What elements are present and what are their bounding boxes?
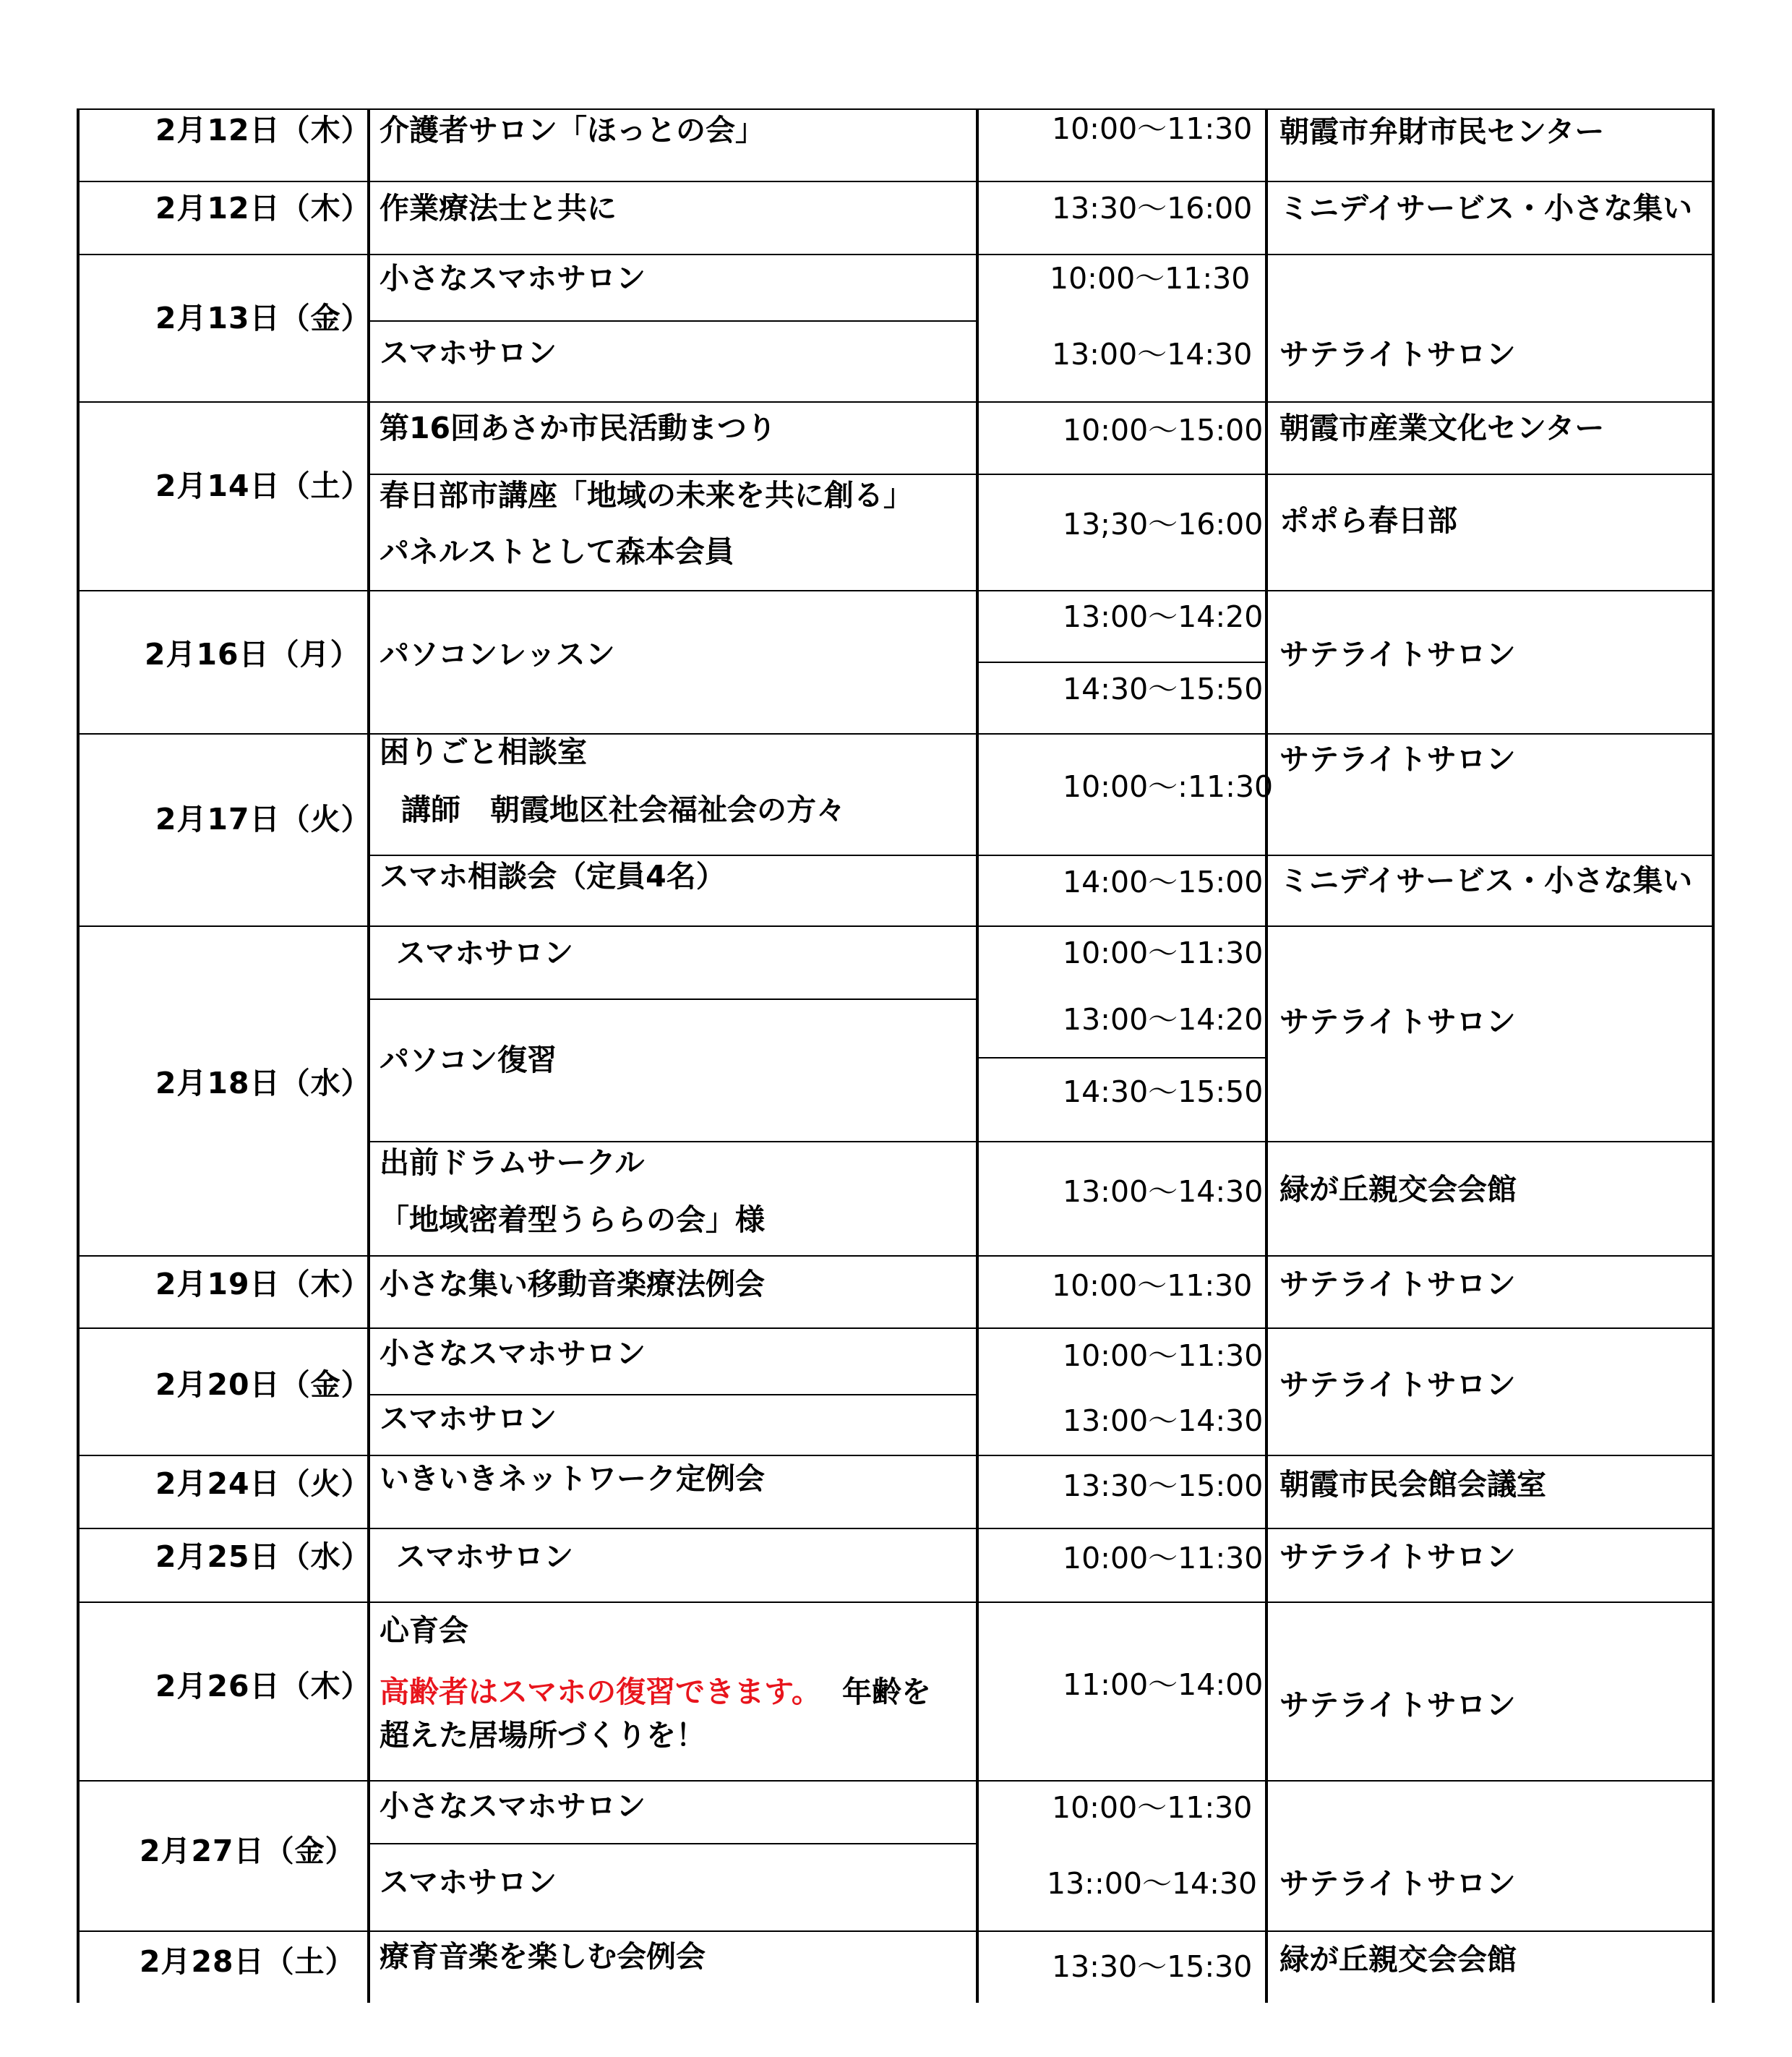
event-cell: 小さなスマホサロン	[380, 1336, 646, 1371]
place-cell: サテライトサロン	[1279, 1004, 1516, 1039]
time-cell: 13:00〜14:30	[1063, 1174, 1264, 1209]
row-rule	[77, 590, 1715, 591]
event-cell: 超えた居場所づくりを！	[380, 1718, 706, 1753]
place-cell: サテライトサロン	[1279, 742, 1516, 777]
time-cell: 13:00〜14:30	[1063, 1403, 1264, 1438]
place-cell: サテライトサロン	[1279, 1267, 1516, 1301]
row-rule	[77, 1255, 1715, 1257]
event-cell: スマホサロン	[380, 335, 557, 370]
time-cell: 10:00〜:11:30	[1063, 769, 1274, 804]
time-cell: 13:00〜14:20	[1063, 599, 1264, 634]
date-cell: 2月27日（金）	[140, 1834, 356, 1868]
date-cell: 2月16日（月）	[145, 637, 361, 672]
row-rule	[77, 1930, 1715, 1932]
time-cell: 13:00〜14:20	[1063, 1002, 1264, 1037]
subrow-rule	[367, 998, 979, 1000]
date-cell: 2月25日（水）	[155, 1539, 372, 1574]
event-cell: スマホサロン	[396, 936, 574, 970]
date-cell: 2月12日（木）	[155, 113, 372, 147]
time-cell: 13:00〜14:30	[1052, 337, 1253, 372]
column-rule	[1712, 108, 1715, 2003]
event-cell: スマホサロン	[380, 1401, 557, 1436]
time-cell: 10:00〜15:00	[1063, 413, 1264, 448]
time-cell: 14:30〜15:50	[1063, 672, 1264, 706]
subrow-rule	[367, 1394, 979, 1395]
place-cell: 朝霞市産業文化センター	[1279, 411, 1605, 445]
event-cell: 介護者サロン「ほっとの会」	[380, 113, 765, 147]
subrow-rule	[367, 320, 979, 322]
place-cell: サテライトサロン	[1279, 1866, 1516, 1901]
place-cell: 緑が丘親交会会館	[1279, 1172, 1517, 1207]
row-rule	[77, 401, 1715, 403]
event-cell: スマホ相談会（定員4名）	[380, 859, 726, 894]
time-cell: 10:00〜11:30	[1063, 936, 1264, 970]
subrow-rule	[367, 1141, 1715, 1142]
event-cell: いきいきネットワーク定例会	[380, 1461, 765, 1496]
row-rule	[77, 1528, 1715, 1529]
event-cell: 小さな集い移動音楽療法例会	[380, 1267, 765, 1301]
column-rule	[367, 108, 370, 2003]
row-rule	[77, 254, 1715, 255]
subrow-rule	[367, 855, 1715, 856]
subrow-rule	[367, 474, 1715, 475]
time-cell: 11:00〜14:00	[1063, 1667, 1264, 1702]
row-rule	[77, 925, 1715, 927]
row-rule	[77, 1780, 1715, 1782]
time-cell: 14:00〜15:00	[1063, 865, 1264, 899]
event-cell: パソコンレッスン	[380, 637, 615, 672]
event-cell: 心育会	[380, 1613, 468, 1648]
row-rule	[77, 108, 1715, 110]
column-rule	[77, 108, 80, 2003]
place-cell: 朝霞市弁財市民センター	[1279, 114, 1605, 149]
date-cell: 2月24日（火）	[155, 1466, 372, 1501]
row-rule	[77, 1327, 1715, 1329]
row-rule	[77, 1455, 1715, 1456]
time-cell: 10:00〜11:30	[1063, 1541, 1264, 1575]
event-cell: 第16回あさか市民活動まつり	[380, 411, 777, 445]
event-cell: 困りごと相談室	[380, 735, 587, 769]
date-cell: 2月13日（金）	[155, 301, 372, 335]
event-cell: パネルストとして森本会員	[380, 534, 734, 569]
column-rule	[976, 108, 979, 2003]
subrow-rule	[976, 662, 1268, 663]
place-cell: サテライトサロン	[1279, 637, 1516, 672]
subrow-rule	[976, 1057, 1268, 1059]
highlight-note: 高齢者はスマホの復習できます。	[380, 1675, 821, 1709]
place-cell: サテライトサロン	[1279, 1367, 1516, 1402]
date-cell: 2月26日（木）	[155, 1669, 372, 1703]
date-cell: 2月18日（水）	[155, 1066, 372, 1100]
date-cell: 2月20日（金）	[155, 1367, 372, 1402]
place-cell: ミニデイサービス・小さな集い	[1279, 191, 1693, 226]
event-cell: 出前ドラムサークル	[380, 1145, 645, 1180]
time-cell: 10:00〜11:30	[1052, 111, 1253, 146]
event-cell: スマホサロン	[380, 1865, 557, 1899]
time-cell: 13:30〜16:00	[1052, 191, 1253, 226]
date-cell: 2月14日（土）	[155, 469, 372, 503]
date-cell: 2月12日（木）	[155, 191, 372, 226]
time-cell: 13::00〜14:30	[1047, 1866, 1258, 1901]
date-cell: 2月28日（土）	[140, 1944, 356, 1979]
event-cell: 春日部市講座「地域の未来を共に創る」	[380, 478, 913, 513]
time-cell: 10:00〜11:30	[1063, 1338, 1264, 1373]
row-rule	[77, 733, 1715, 735]
place-cell: 朝霞市民会館会議室	[1279, 1467, 1546, 1502]
event-cell: 作業療法士と共に	[380, 191, 617, 226]
event-cell: 療育音楽を楽しむ会例会	[380, 1939, 706, 1974]
event-cell: 年齢を	[842, 1675, 931, 1709]
subrow-rule	[367, 1843, 979, 1844]
event-cell: 小さなスマホサロン	[380, 261, 646, 296]
time-cell: 10:00〜11:30	[1052, 1268, 1253, 1303]
date-cell: 2月19日（木）	[155, 1267, 372, 1301]
time-cell: 10:00〜11:30	[1052, 1790, 1253, 1825]
event-cell: 小さなスマホサロン	[380, 1789, 646, 1823]
time-cell: 14:30〜15:50	[1063, 1074, 1264, 1109]
place-cell: サテライトサロン	[1279, 1539, 1516, 1574]
place-cell: サテライトサロン	[1279, 1688, 1516, 1722]
place-cell: サテライトサロン	[1279, 337, 1516, 372]
date-cell: 2月17日（火）	[155, 802, 372, 837]
event-cell: スマホサロン	[396, 1539, 574, 1574]
column-rule	[1265, 108, 1268, 2003]
event-cell: 講師 朝霞地区社会福祉会の方々	[401, 792, 846, 827]
row-rule	[77, 1601, 1715, 1603]
time-cell: 10:00〜11:30	[1050, 261, 1251, 296]
time-cell: 13:30〜15:30	[1052, 1949, 1253, 1984]
place-cell: 緑が丘親交会会館	[1279, 1942, 1517, 1977]
time-cell: 13;30〜16:00	[1063, 507, 1264, 542]
place-cell: ポポら春日部	[1279, 503, 1457, 538]
time-cell: 13:30〜15:00	[1063, 1468, 1264, 1503]
event-cell: パソコン復習	[380, 1043, 557, 1077]
event-cell: 「地域密着型うららの会」様	[380, 1202, 765, 1237]
row-rule	[77, 181, 1715, 182]
place-cell: ミニデイサービス・小さな集い	[1279, 863, 1693, 898]
